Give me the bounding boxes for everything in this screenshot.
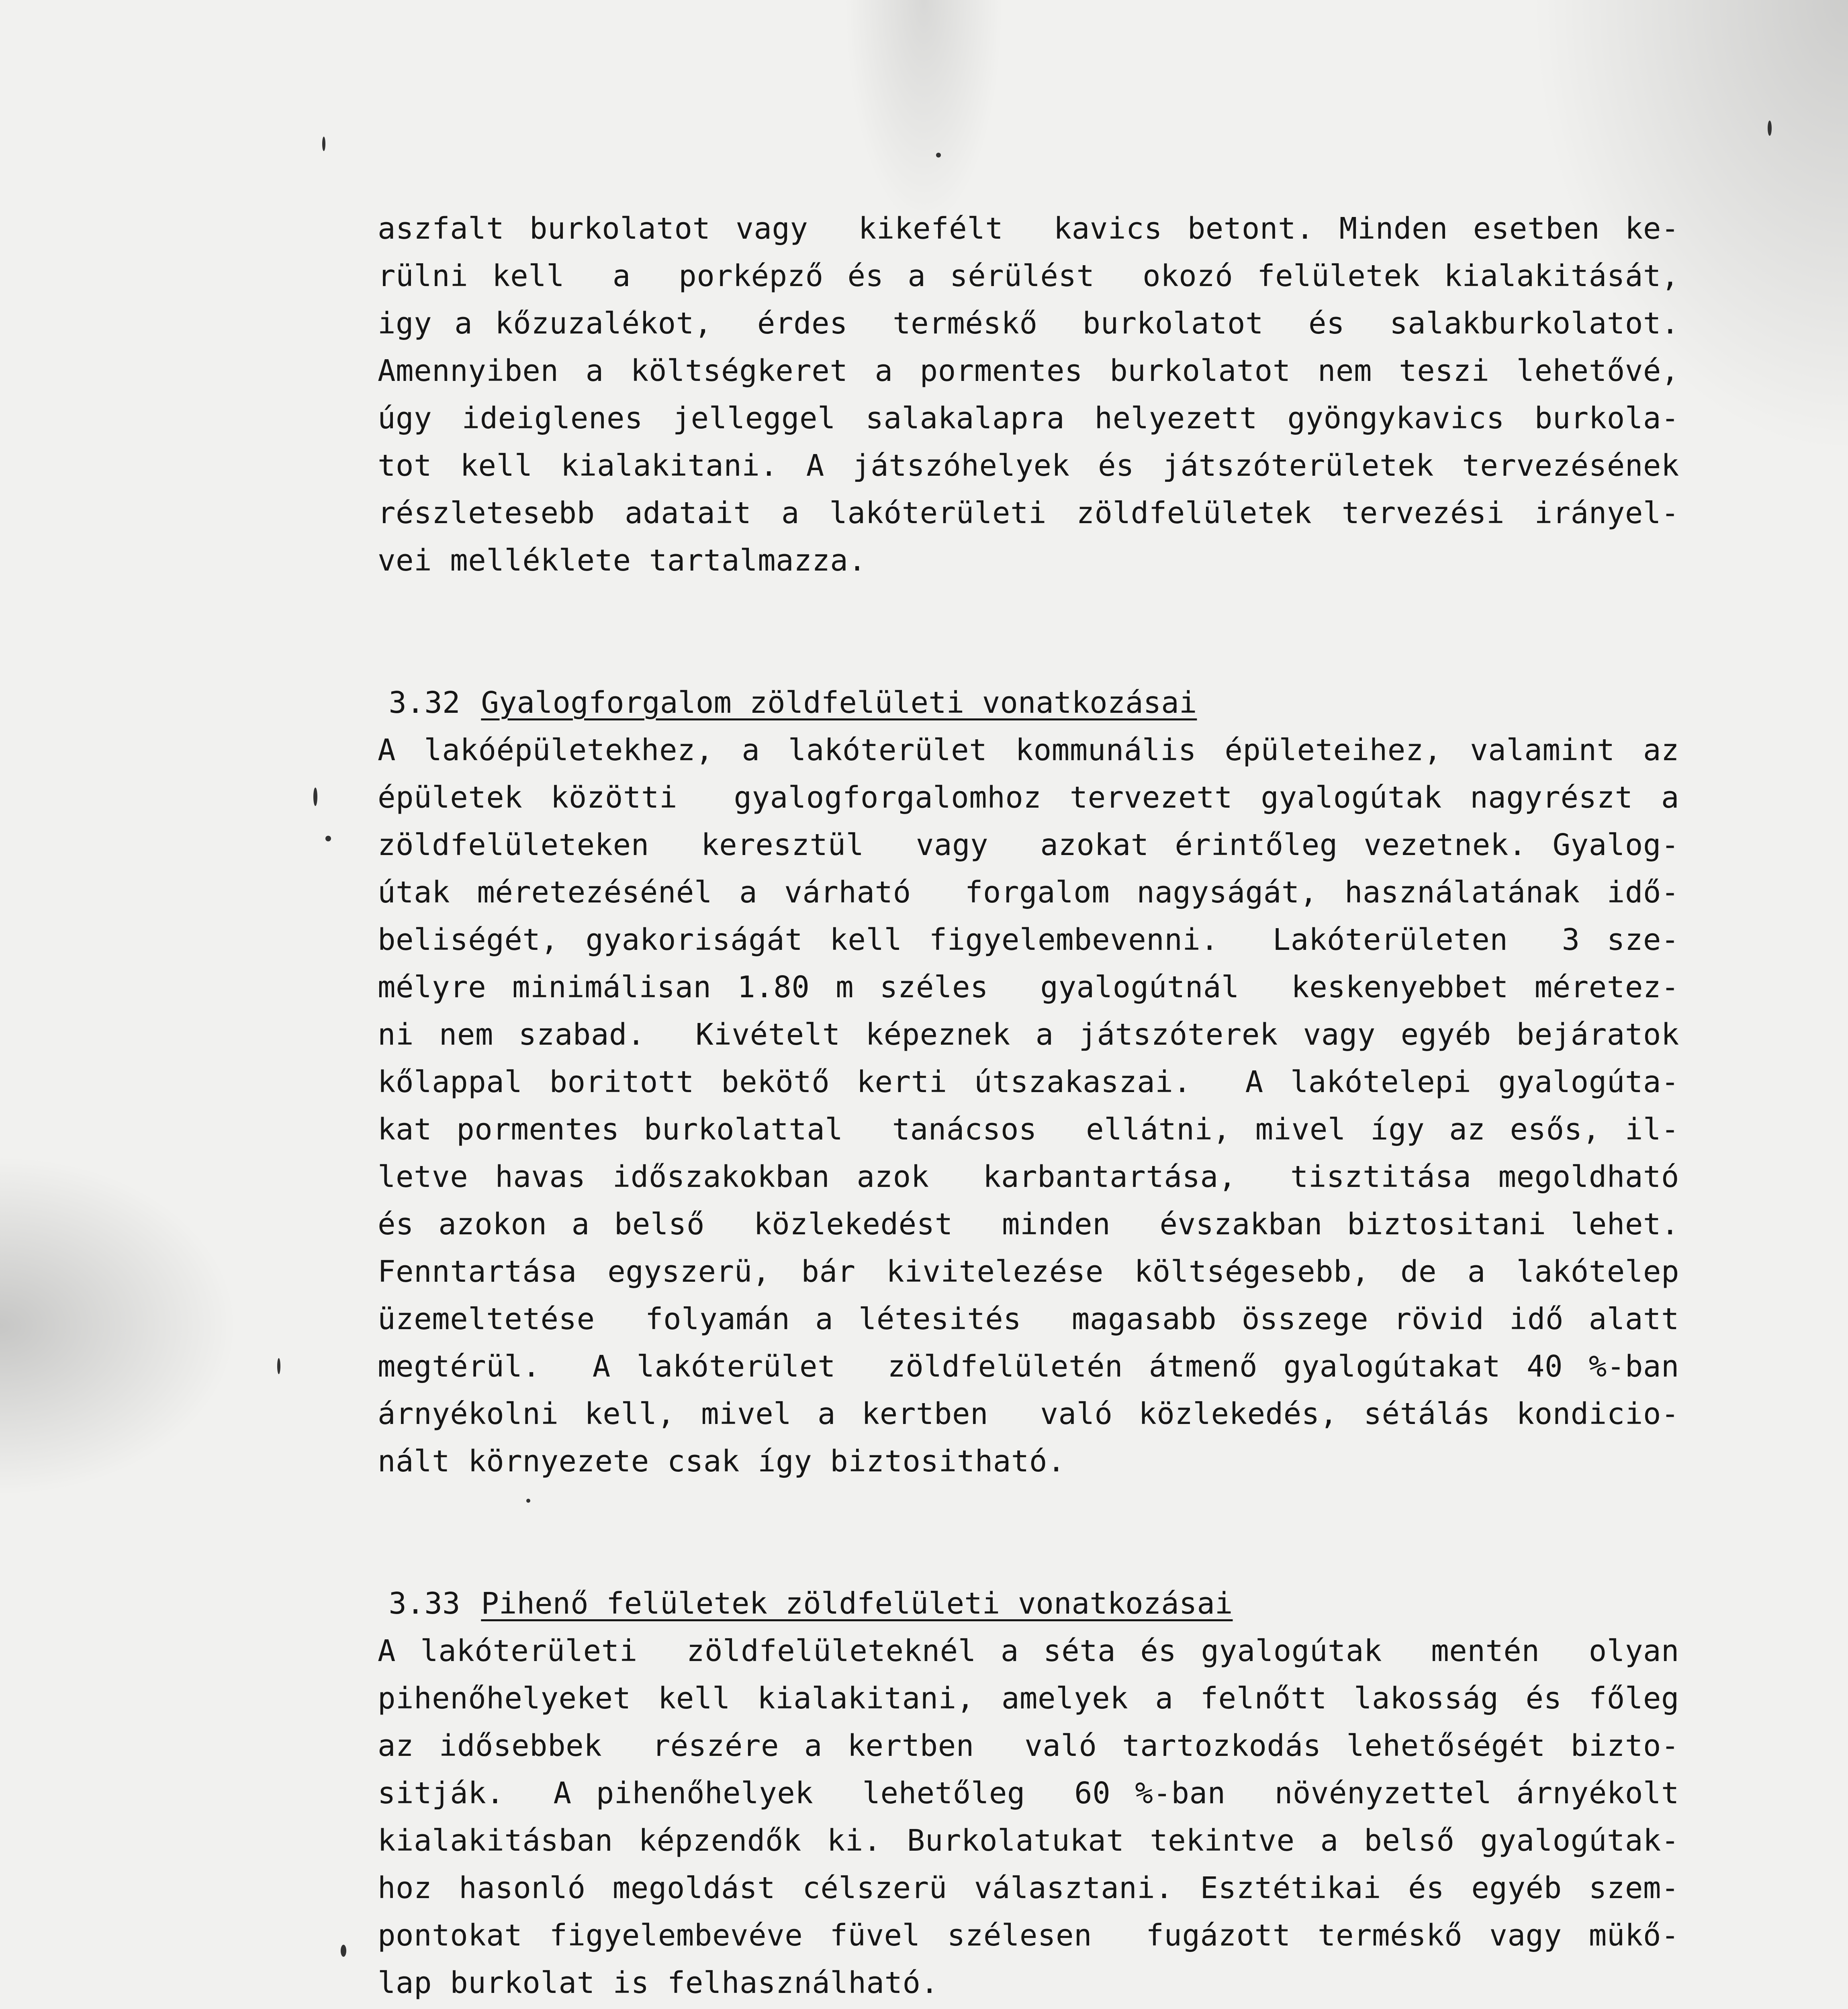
- scan-speck: [322, 137, 325, 151]
- text-line: kialakitásban képzendők ki. Burkolatukat tekintve a belső gyalogútak-: [378, 1823, 1679, 1858]
- text-line: tot kell kialakitani. A játszóhelyek és játszóterületek tervezésének: [378, 448, 1679, 483]
- text-line: A lakóépületekhez, a lakóterület kommunális épületeihez, valamint az: [378, 733, 1679, 767]
- text-line: igy a kőzuzalékot, érdes terméskő burkolatot és salakburkolatot.: [378, 306, 1679, 341]
- text-line: nált környezete csak így biztositható.: [378, 1444, 1065, 1479]
- text-line: és azokon a belső közlekedést minden évszakban biztositani lehet.: [378, 1207, 1679, 1242]
- scan-speck: [341, 1945, 346, 1957]
- text-line: útak méretezésénél a várható forgalom nagyságát, használatának idő-: [378, 875, 1679, 910]
- text-line: beliségét, gyakoriságát kell figyelembevenni. Lakóterületen 3 sze-: [378, 923, 1679, 957]
- text-line: megtérül. A lakóterület zöldfelületén átmenő gyalogútakat 40 %-ban: [378, 1349, 1679, 1384]
- text-line: vei melléklete tartalmazza.: [378, 543, 867, 578]
- text-line: üzemeltetése folyamán a létesités magasabb összege rövid idő alatt: [378, 1302, 1679, 1336]
- section-3-33-paragraph-1: [378, 1627, 1679, 2007]
- text-line: letve havas időszakokban azok karbantartása, tisztitása megoldható: [378, 1160, 1679, 1194]
- text-line: mélyre minimálisan 1.80 m széles gyalogútnál keskenyebbet méretez-: [378, 970, 1679, 1004]
- document-body: [378, 205, 1679, 2009]
- text-line: részletesebb adatait a lakóterületi zöldfelületek tervezési irányel-: [378, 496, 1679, 530]
- text-line: lap burkolat is felhasználható.: [378, 1966, 939, 2000]
- text-line: hoz hasonló megoldást célszerü választani. Esztétikai és egyéb szem-: [378, 1871, 1679, 1905]
- scan-speck: [325, 836, 331, 841]
- text-line: úgy ideiglenes jelleggel salakalapra helyezett gyöngykavics burkola-: [378, 401, 1679, 436]
- section-title: Pihenő felületek zöldfelületi vonatkozásai: [481, 1586, 1233, 1621]
- scan-speck: [277, 1358, 280, 1374]
- section-heading-3-32: [281, 632, 1679, 720]
- text-line: kat pormentes burkolattal tanácsos ellátni, mivel így az esős, il-: [378, 1112, 1679, 1147]
- text-line: pihenőhelyeket kell kialakitani, amelyek a felnőtt lakosság és főleg: [378, 1681, 1679, 1716]
- text-line: zöldfelületeken keresztül vagy azokat érintőleg vezetnek. Gyalog-: [378, 828, 1679, 862]
- text-line: aszfalt burkolatot vagy kikefélt kavics betont. Minden esetben ke-: [378, 211, 1679, 246]
- text-line: épületek közötti gyalogforgalomhoz tervezett gyalogútak nagyrészt a: [378, 780, 1679, 815]
- scan-speck: [313, 788, 317, 806]
- text-line: Amennyiben a költségkeret a pormentes burkolatot nem teszi lehetővé,: [378, 354, 1679, 388]
- text-line: sitják. A pihenőhelyek lehetőleg 60 %-ban növényzettel árnyékolt: [378, 1776, 1679, 1811]
- scan-speck: [936, 153, 941, 158]
- intro-paragraph: [378, 205, 1679, 584]
- text-line: ni nem szabad. Kivételt képeznek a játszóterek vagy egyéb bejáratok: [378, 1017, 1679, 1052]
- section-number: 3.33: [388, 1586, 460, 1621]
- section-number: 3.32: [388, 685, 460, 720]
- text-line: A lakóterületi zöldfelületeknél a séta és gyalogútak mentén olyan: [378, 1634, 1679, 1668]
- text-line: árnyékolni kell, mivel a kertben való közlekedés, sétálás kondicio-: [378, 1397, 1679, 1431]
- scan-speck: [1768, 121, 1772, 136]
- text-line: az idősebbek részére a kertben való tartozkodás lehetőségét bizto-: [378, 1729, 1679, 1763]
- text-line: rülni kell a porképző és a sérülést okozó felületek kialakitását,: [378, 259, 1679, 293]
- section-3-32-paragraph: [378, 726, 1679, 1485]
- section-heading-3-33: [281, 1532, 1679, 1621]
- text-line: pontokat figyelembevéve füvel szélesen fugázott terméskő vagy mükő-: [378, 1918, 1679, 1953]
- section-title: Gyalogforgalom zöldfelületi vonatkozásai: [481, 685, 1197, 720]
- text-line: kőlappal boritott bekötő kerti útszakaszai. A lakótelepi gyalogúta-: [378, 1065, 1679, 1099]
- text-line: Fenntartása egyszerü, bár kivitelezése költségesebb, de a lakótelep: [378, 1254, 1679, 1289]
